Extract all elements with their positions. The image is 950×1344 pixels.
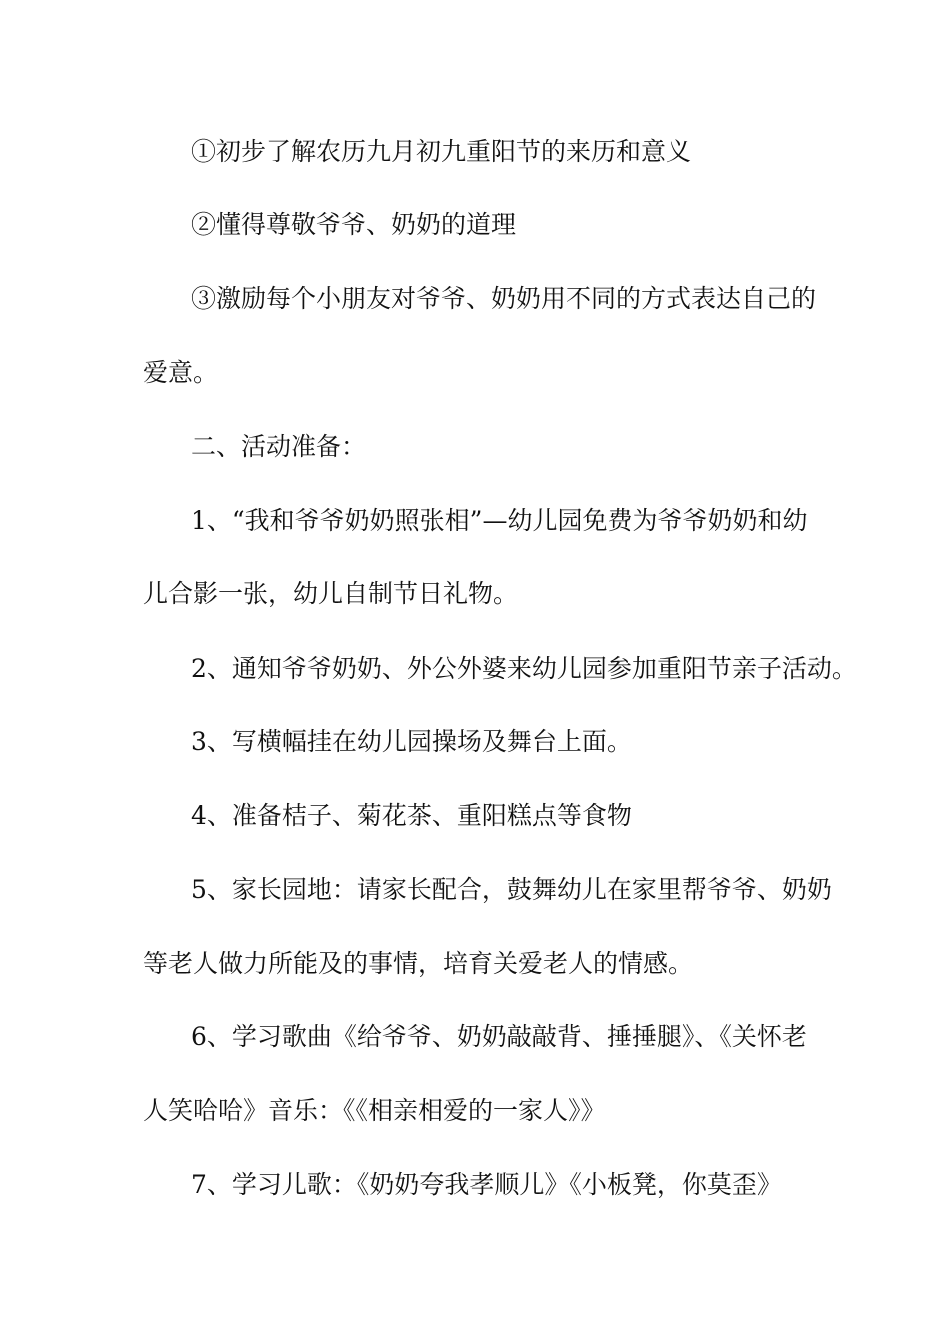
section-heading-preparation: 二、活动准备： [191,432,367,461]
preparation-item-6: 6、学习歌曲《给爷爷、奶奶敲敲背、捶捶腿》、《关怀老 [191,1022,807,1051]
preparation-item-2: 2、通知爷爷奶奶、外公外婆来幼儿园参加重阳节亲子活动。 [191,654,857,683]
preparation-item-6-continued: 人笑哈哈》音乐：《《相亲相爱的一家人》》 [143,1096,606,1125]
preparation-item-4: 4、准备桔子、菊花茶、重阳糕点等食物 [191,801,632,830]
preparation-item-5: 5、家长园地：请家长配合，鼓舞幼儿在家里帮爷爷、奶奶 [191,875,832,904]
objective-item-1: ①初步了解农历九月初九重阳节的来历和意义 [191,137,692,166]
preparation-item-1: 1、“我和爷爷奶奶照张相”—幼儿园免费为爷爷奶奶和幼 [191,506,808,535]
preparation-item-5-continued: 等老人做力所能及的事情，培育关爱老人的情感。 [143,949,694,978]
objective-item-3-continued: 爱意。 [143,358,219,387]
objective-item-2: ②懂得尊敬爷爷、奶奶的道理 [191,210,517,239]
preparation-item-1-continued: 儿合影一张，幼儿自制节日礼物。 [143,579,519,608]
objective-item-3: ③激励每个小朋友对爷爷、奶奶用不同的方式表达自己的 [191,284,817,313]
preparation-item-7: 7、学习儿歌：《奶奶夸我孝顺儿》《小板凳，你莫歪》 [191,1170,782,1199]
preparation-item-3: 3、写横幅挂在幼儿园操场及舞台上面。 [191,727,632,756]
